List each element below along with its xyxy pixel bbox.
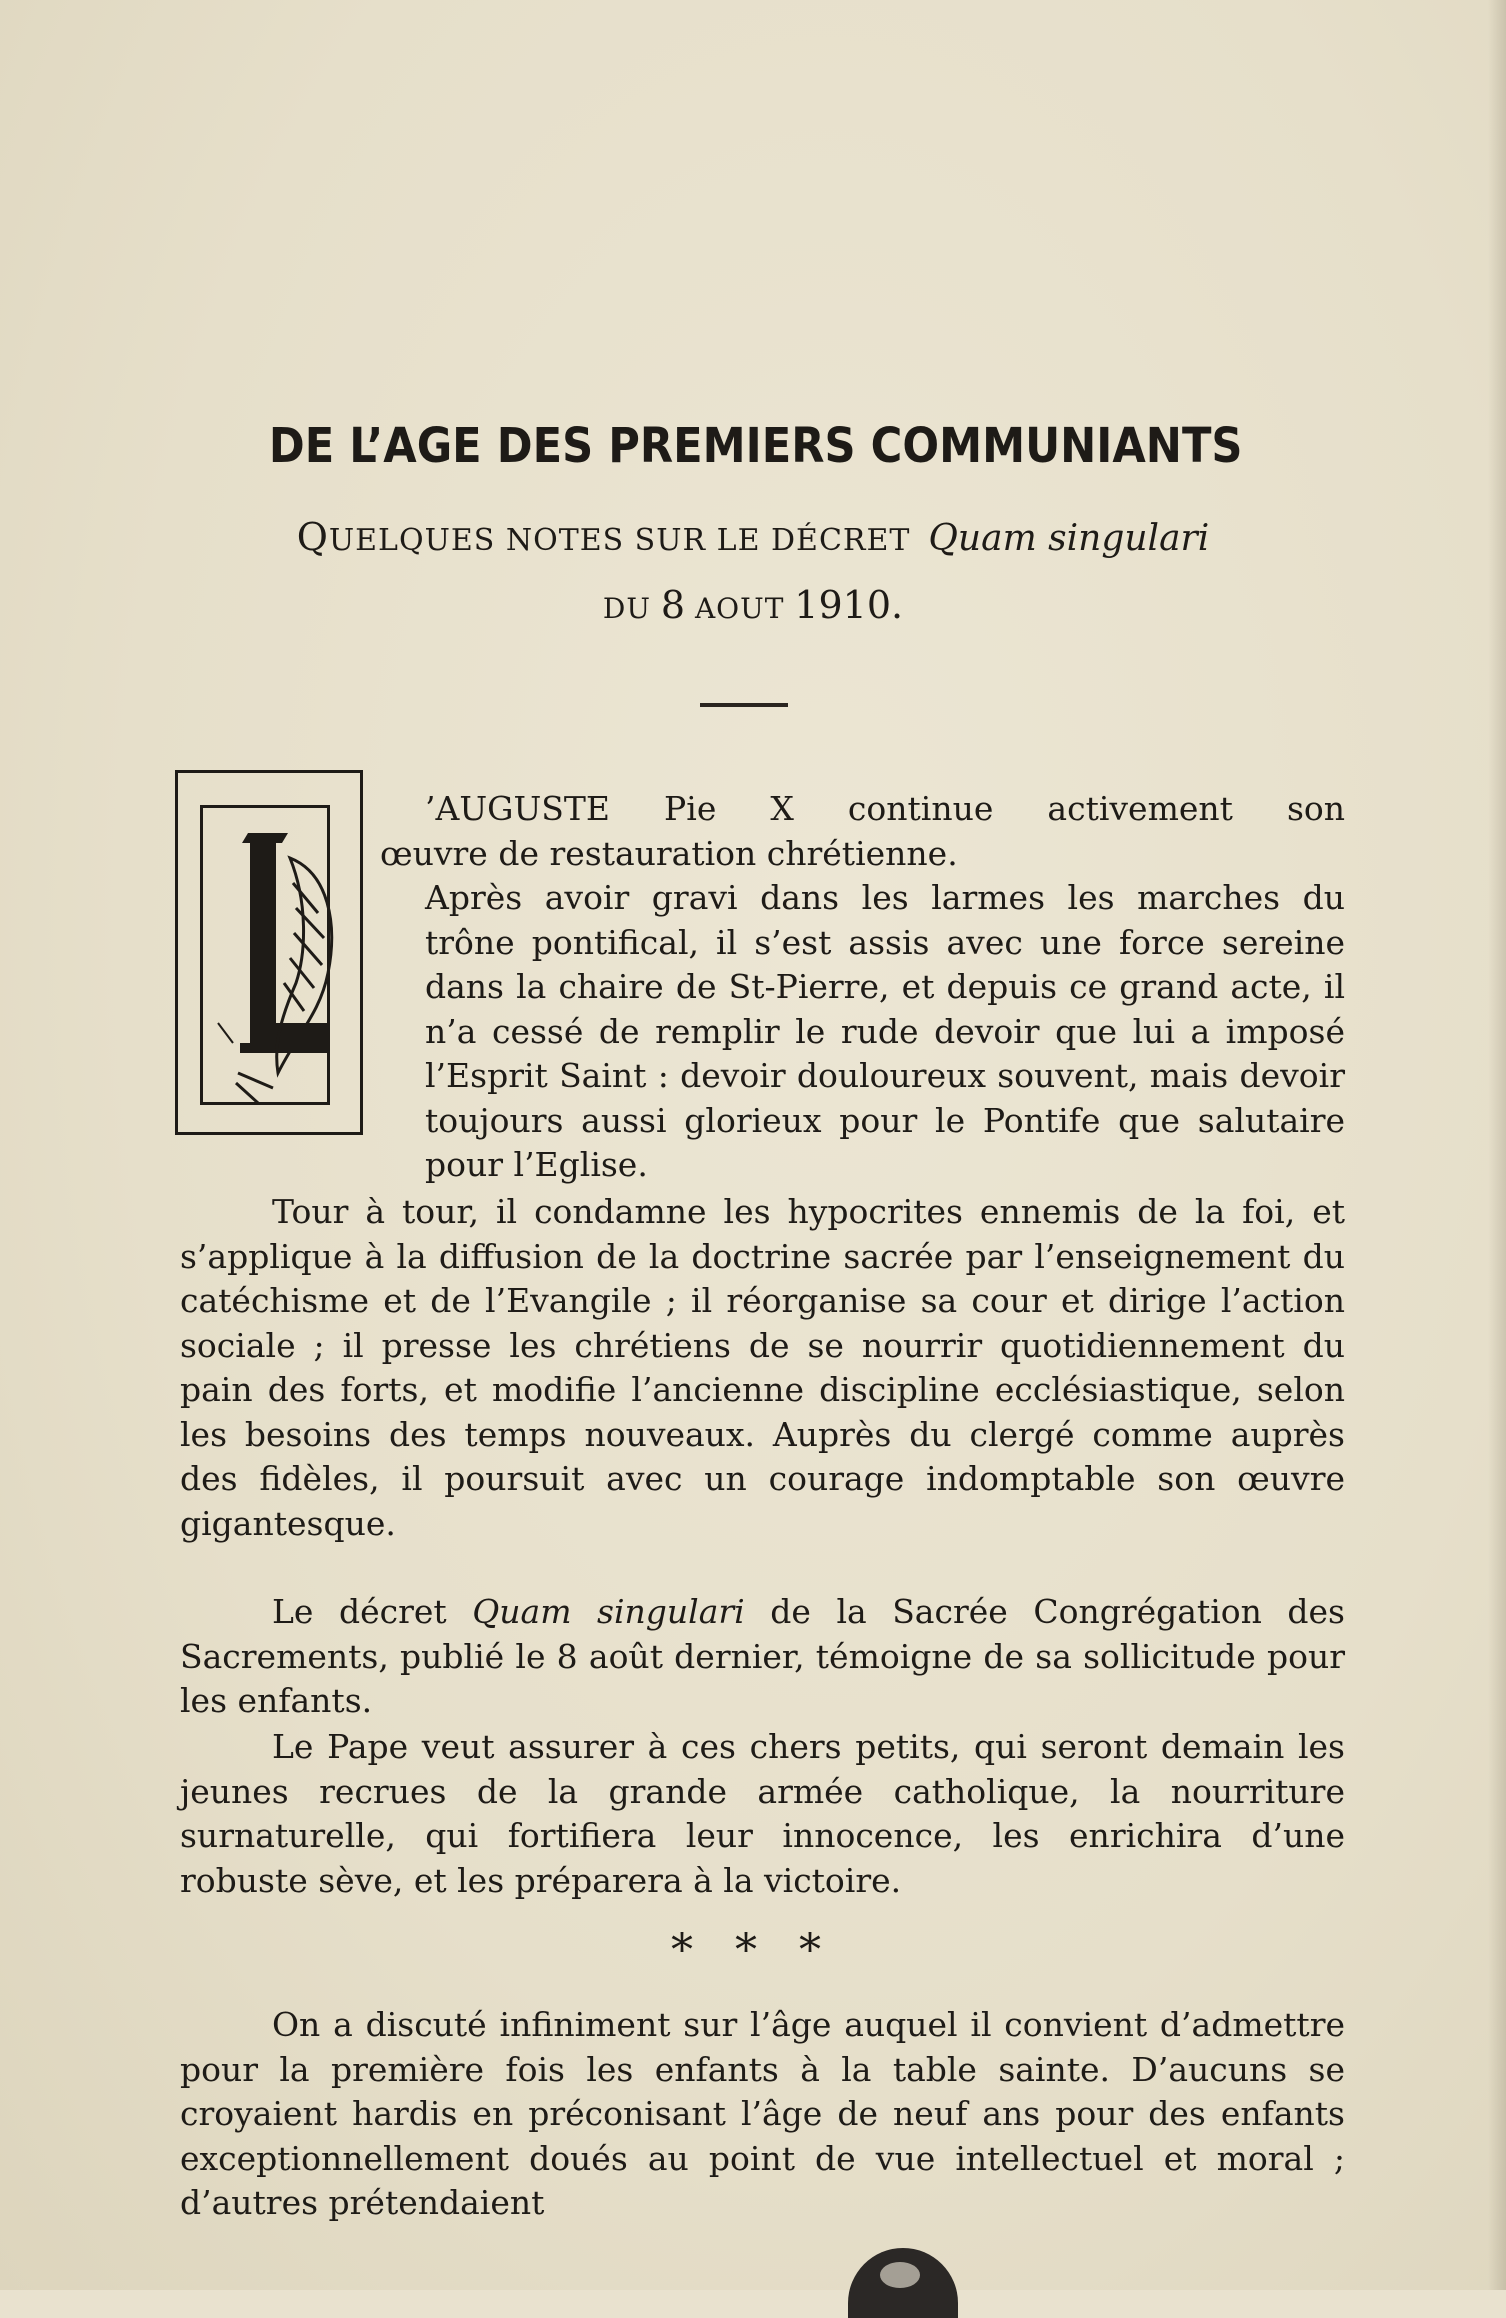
paragraph-4 <box>180 1725 1345 1903</box>
paragraph-3-rest: de la Sacrée Congrégation des Sacrements, publié le 8 août dernier, témoigne de sa sollicitude pour les enfants. <box>180 1592 1345 1720</box>
paragraph-1-continuation <box>180 876 1345 1188</box>
date-month: AOUT <box>694 592 785 625</box>
paragraph-5 <box>180 2003 1345 2226</box>
paragraph-3-lead: Le décret <box>272 1592 473 1631</box>
paragraph-4-text: Le Pape veut assurer à ces chers petits, qui seront demain les jeunes recrues de la grande armée catholique, la nourriture surnaturelle, qui fortifiera leur innocence, les enrichira d’une robuste sève, et les préparera à la victoire. <box>180 1727 1345 1900</box>
dropcap-line-1: ’AUGUSTE Pie X continue activement son <box>425 789 1345 828</box>
subtitle-text: UELQUES NOTES SUR LE DÉCRET <box>328 523 911 558</box>
date-prefix: DU <box>602 592 651 625</box>
date-day: 8 <box>660 583 686 627</box>
section-separator: * * * <box>671 1925 835 1976</box>
ink-stain <box>848 2248 958 2318</box>
date-year: 1910. <box>794 583 904 627</box>
paragraph-3-text <box>180 1590 1345 1724</box>
paragraph-2-text: Tour à tour, il condamne les hypocrites ennemis de la foi, et s’applique à la diffusion de la doctrine sacrée par l’enseignement du catéchisme et de l’Evangile ; il réorganise sa cour et dirige l’action sociale ; il presse les chrétiens de se nourrir quotidiennement du pain des forts, et modifie l’ancienne discipline ecclésiastique, selon les besoins des temps nouveaux. Auprès du clergé comme auprès des fidèles, il poursuit avec un courage indomptable son œuvre gigantesque. <box>180 1192 1345 1543</box>
paragraph-5-text: On a discuté infiniment sur l’âge auquel il convient d’admettre pour la première fois les enfants à la table sainte. D’aucuns se croyaient hardis en préconisant l’âge de neuf ans pour des enfants exceptionnellement doués au point de vue intellectuel et moral ; d’autres prétendaient <box>180 2005 1345 2222</box>
dropcap-line-2: œuvre de restauration chrétienne. <box>380 833 958 873</box>
subtitle-decree-name: Quam singulari <box>928 518 1210 559</box>
paragraph-1-text: Après avoir gravi dans les larmes les marches du trône pontifical, il s’est assis avec une force sereine dans la chaire de St-Pierre, et depuis ce grand acte, il n’a cessé de remplir le rude devoir que lui a imposé l’Esprit Saint : devoir douloureux souvent, mais devoir toujours aussi glorieux pour le Pontife que salutaire pour l’Eglise. <box>425 878 1345 1184</box>
title-divider <box>700 703 788 707</box>
paragraph-1 <box>180 787 1345 1188</box>
article-subtitle <box>0 515 1506 559</box>
article-title: DE L’AGE DES PREMIERS COMMUNIANTS <box>268 418 1243 474</box>
subtitle-initial: Q <box>296 515 329 559</box>
decree-date <box>0 583 1506 627</box>
paragraph-2 <box>180 1190 1345 1546</box>
paragraph-3 <box>180 1590 1345 1724</box>
paragraph-3-decree-name: Quam singulari <box>472 1592 745 1631</box>
